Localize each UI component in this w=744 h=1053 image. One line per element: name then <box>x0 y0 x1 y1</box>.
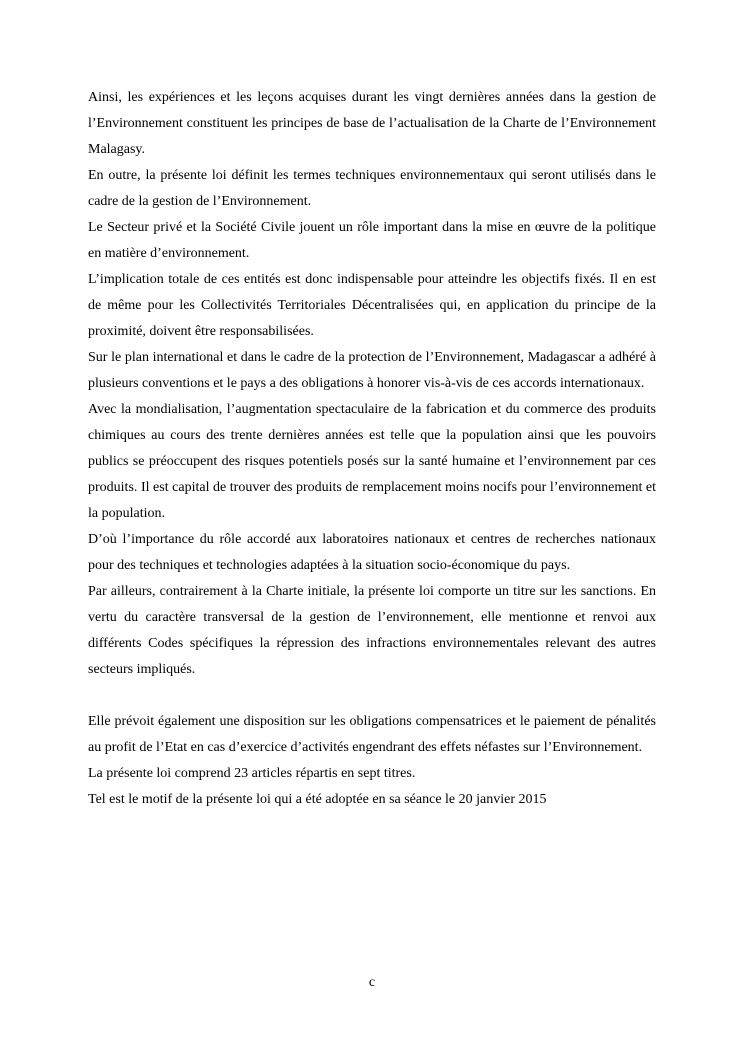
paragraph-adoption: Tel est le motif de la présente loi qui a été adoptée en sa séance le 20 janvier 2015 <box>88 792 547 807</box>
paragraph-compensation: Elle prévoit également une disposition sur les obligations compensatrices et le paiement de pénalités au profit de l’Etat en cas d’exercice d’activités engendrant des effets néfastes sur l’Environnement. <box>88 714 656 755</box>
paragraph-private-sector: Le Secteur privé et la Société Civile jouent un rôle important dans la mise en œuvre de la politique en matière d’environnement. <box>88 220 656 261</box>
paragraph-implication: L’implication totale de ces entités est donc indispensable pour atteindre les objectifs fixés. Il en est de même pour les Collectivités Territoriales Décentralisées qui, en application du principe de la proximité, doivent être responsabilisées. <box>88 272 656 339</box>
page-marker: c <box>368 975 376 990</box>
paragraph-experiences: Ainsi, les expériences et les leçons acquises durant les vingt dernières années dans la gestion de l’Environnement constituent les principes de base de l’actualisation de la Charte de l’Environnement Malagasy. <box>88 90 656 157</box>
paragraph-sanctions: Par ailleurs, contrairement à la Charte initiale, la présente loi comporte un titre sur les sanctions. En vertu du caractère transversal de la gestion de l’environnement, elle mentionne et renvoi aux différents Codes spécifiques la répression des infractions environnementales relevant des autres secteurs impliqués. <box>88 584 656 677</box>
paragraph-articles-count: La présente loi comprend 23 articles répartis en sept titres. <box>88 766 416 781</box>
paragraph-globalisation: Avec la mondialisation, l’augmentation spectaculaire de la fabrication et du commerce des produits chimiques au cours des trente dernières années est telle que la population ainsi que les pouvoirs publics se préoccupent des risques potentiels posés sur la santé humaine et l’environnement par ces produits. Il est capital de trouver des produits de remplacement moins nocifs pour l’environnement et la population. <box>88 402 656 521</box>
paragraph-international: Sur le plan international et dans le cadre de la protection de l’Environnement, Madagascar a adhéré à plusieurs conventions et le pays a des obligations à honorer vis-à-vis de ces accords internationaux. <box>88 350 656 391</box>
document-body <box>88 85 656 813</box>
paragraph-laboratories: D’où l’importance du rôle accordé aux laboratoires nationaux et centres de recherches nationaux pour des techniques et technologies adaptées à la situation socio-économique du pays. <box>88 532 656 573</box>
paragraph-definitions: En outre, la présente loi définit les termes techniques environnementaux qui seront utilisés dans le cadre de la gestion de l’Environnement. <box>88 168 656 209</box>
